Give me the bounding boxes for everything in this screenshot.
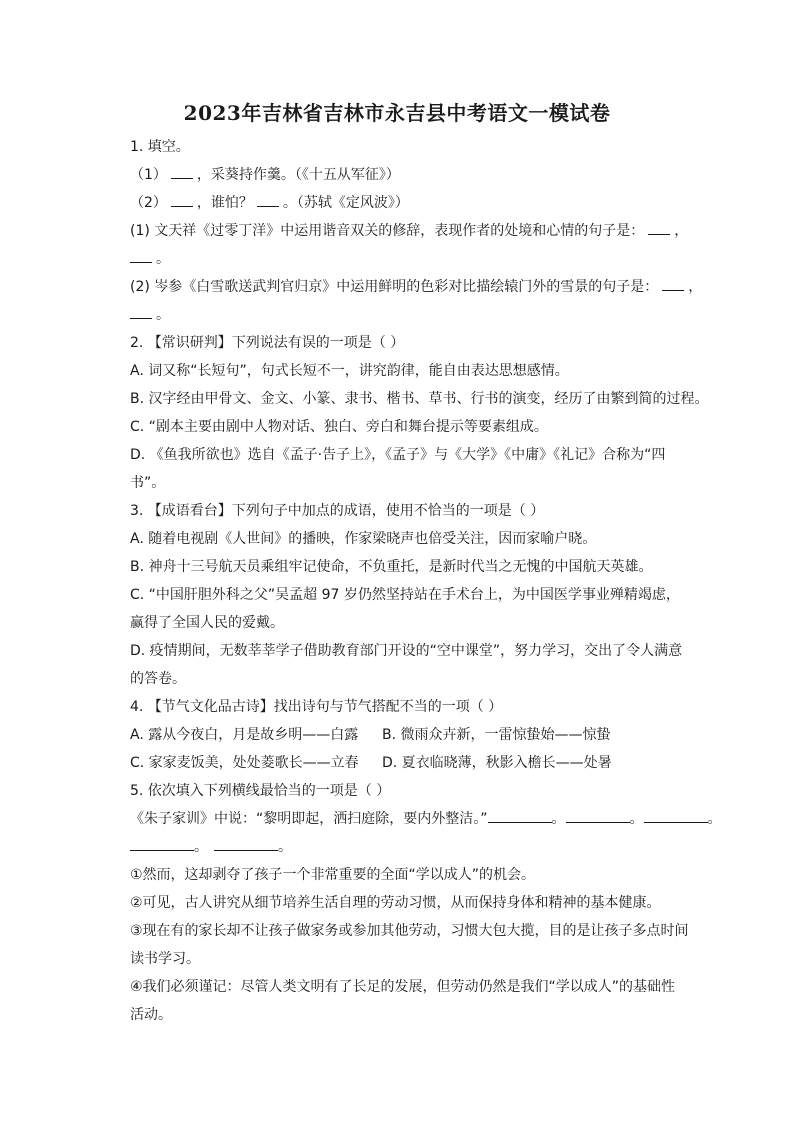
item-text: ，谁怕？ [196,195,253,211]
option-d[interactable]: D. 《鱼我所欲也》选自《孟子·告子上》，《孟子》与《大学》《中庸》《礼记》合称为“四 [130,447,666,463]
punct: 。 [194,839,208,855]
question-1-head: 1. 填空。 [130,139,190,155]
question-2-head: 2. 【常识研判】下列说法有误的一项是（ ） [130,335,405,351]
option-d[interactable]: D. 夏衣临晓薄，秋影入檐长——处暑 [382,755,612,771]
sentence-3: ③现在有的家长却不让孩子做家务或参加其他劳动，习惯大包大揽，目的是让孩子多点时间 [130,923,689,939]
question-1-line-4 [130,245,698,273]
question-1-line-3 [130,217,698,245]
option-a[interactable]: A. 露从今夜白，月是故乡明——白露 [130,727,359,743]
punct: 。 [707,811,722,827]
item-text: (2) 岑参《白雪歌送武判官归京》中运用鲜明的色彩对比描绘辕门外的雪景的句子是： [130,279,659,295]
question-5-head: 5. 依次填入下列横线最恰当的一项是（ ） [130,783,391,799]
option-b[interactable]: B. 汉字经由甲骨文、金文、小篆、隶书、楷书、草书、行书的演变，经历了由繁到简的过程。 [130,391,709,407]
options-row-2 [130,749,698,777]
answer-blank[interactable] [257,194,279,207]
answer-blank[interactable] [130,306,152,319]
answer-blank[interactable] [648,222,670,235]
item-text: (1) 文天祥《过零丁洋》中运用谐音双关的修辞，表现作者的处境和心情的句子是： [130,223,645,239]
item-number: （2） [130,195,167,211]
answer-blank[interactable] [171,194,193,207]
option-a[interactable]: A. 随着电视剧《人世间》的播映，作家梁晓声也倍受关注，因而家喻户晓。 [130,531,597,547]
item-text: 。 [156,307,170,323]
punct: 。 [629,811,644,827]
option-d-continued: 的答卷。 [130,671,186,687]
item-number: （1） [130,167,167,183]
question-1-line-2 [130,189,698,217]
options-row-1 [130,721,698,749]
answer-blank[interactable] [171,166,193,179]
answer-blank[interactable] [130,250,152,263]
exam-content [130,133,722,1029]
option-d-continued: 书”。 [130,475,166,491]
item-text: ，采葵持作羹。（《十五从军征》） [196,167,400,183]
sentence-4: ④我们必须谨记：尽管人类文明有了长足的发展，但劳动仍然是我们“学以成人”的基础性 [130,979,676,995]
sentence-4-continued: 活动。 [130,1007,172,1023]
option-c[interactable]: C. “中国肝胆外科之父”吴孟超 97 岁仍然坚持站在手术台上，为中国医学事业殚精竭虑， [130,587,680,603]
option-b[interactable]: B. 神舟十三号航天员乘组牢记使命，不负重托，是新时代当之无愧的中国航天英雄。 [130,559,653,575]
option-c[interactable]: C. 家家麦饭美，处处菱歌长——立春 [130,755,359,771]
question-3-head: 3. 【成语看台】下列句子中加点的成语，使用不恰当的一项是（ ） [130,503,545,519]
question-1-line-1 [130,161,698,189]
option-c-continued: 赢得了全国人民的爱戴。 [130,615,284,631]
punct: 。 [551,811,566,827]
answer-blank[interactable] [566,810,630,823]
sentence-1: ①然而，这却剥夺了孩子一个非常重要的全面“学以成人”的机会。 [130,867,536,883]
question-1-line-5 [130,273,703,301]
answer-blank[interactable] [130,838,194,851]
answer-blank[interactable] [214,838,278,851]
option-d[interactable]: D. 疫情期间，无数莘莘学子借助教育部门开设的“空中课堂”，努力学习，交出了令人满意 [130,643,683,659]
question-4-head: 4. 【节气文化品古诗】找出诗句与节气搭配不当的一项（ ） [130,699,503,715]
sentence-2: ②可见，古人讲究从细节培养生活自理的劳动习惯，从而保持身体和精神的基本健康。 [130,895,661,911]
item-text: ， [688,279,703,295]
question-5-intro [130,805,722,833]
question-5-blanks [130,833,698,861]
item-text: 。 [156,251,170,267]
punct: 。 [278,839,292,855]
answer-blank[interactable] [644,810,708,823]
intro-text: 《朱子家训》中说：“黎明即起，洒扫庭除，要内外整洁。” [130,811,488,827]
option-b[interactable]: B. 微雨众卉新，一雷惊蛰始——惊蛰 [382,727,611,743]
option-c[interactable]: C. “剧本主要由剧中人物对话、独白、旁白和舞台提示等要素组成。 [130,419,548,435]
sentence-3-continued: 读书学习。 [130,951,200,967]
answer-blank[interactable] [488,810,552,823]
answer-blank[interactable] [662,278,684,291]
option-a[interactable]: A. 词又称“长短句”，句式长短不一，讲究韵律，能自由表达思想感情。 [130,363,569,379]
item-text: 。（苏轼《定风波》） [282,195,409,211]
page-title: 2023年吉林省吉林市永吉县中考语文一模试卷 [183,101,611,125]
question-1-line-6 [130,301,698,329]
item-text: ， [674,223,689,239]
